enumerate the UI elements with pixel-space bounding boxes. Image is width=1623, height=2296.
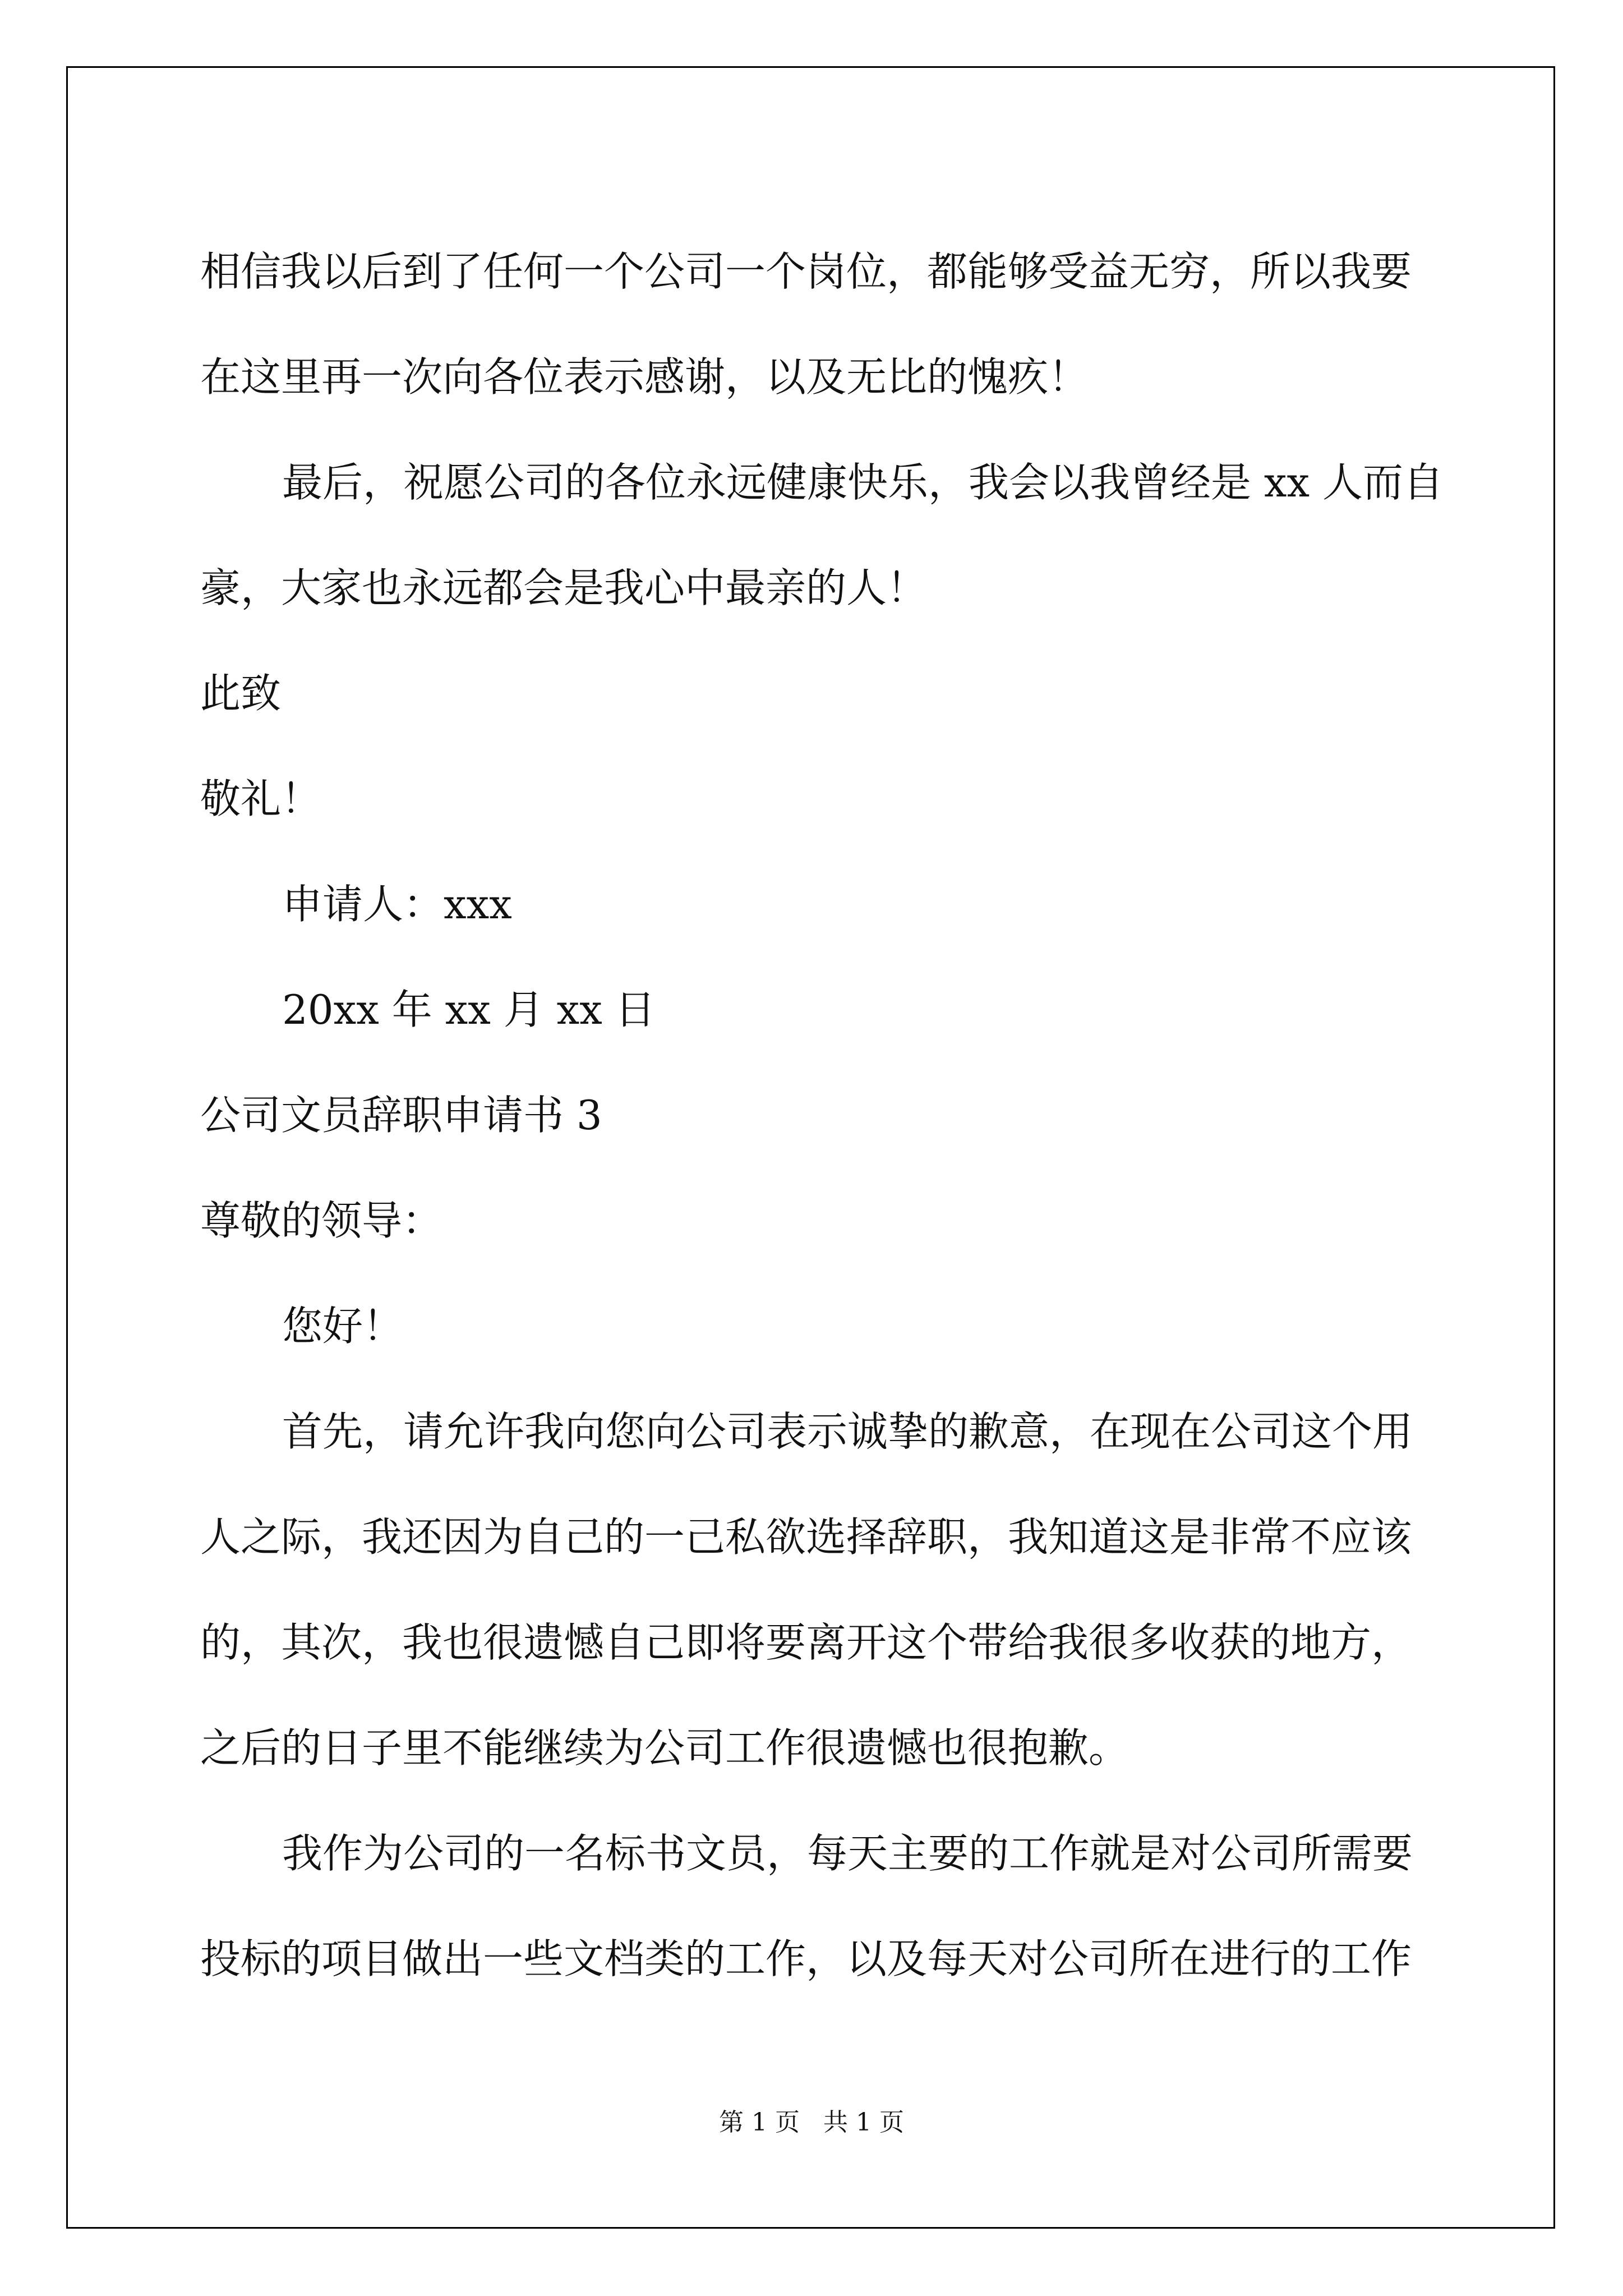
salutation-line: 敬礼！ xyxy=(200,775,322,822)
applicant-line: 申请人：xxx xyxy=(282,881,512,928)
paragraph-line: 相信我以后到了任何一个公司一个岗位，都能够受益无穷，所以我要 xyxy=(200,248,1412,295)
paragraph-line: 最后，祝愿公司的各位永远健康快乐，我会以我曾经是 xx 人而自 xyxy=(282,459,1444,506)
document-body xyxy=(200,219,1444,2012)
paragraph-line: 豪，大家也永远都会是我心中最亲的人！ xyxy=(200,564,928,611)
greeting-line: 您好！ xyxy=(282,1303,404,1350)
paragraph-line: 之后的日子里不能继续为公司工作很遗憾也很抱歉。 xyxy=(200,1724,1129,1772)
paragraph-line: 人之际，我还因为自己的一己私欲选择辞职，我知道这是非常不应该 xyxy=(200,1513,1412,1561)
closing-line: 此致 xyxy=(200,670,282,717)
greeting-line: 尊敬的领导： xyxy=(200,1197,443,1244)
date-line: 20xx 年 xx 月 xx 日 xyxy=(282,986,656,1033)
paragraph-line: 的，其次，我也很遗憾自己即将要离开这个带给我很多收获的地方， xyxy=(200,1619,1412,1666)
section-title: 公司文员辞职申请书 3 xyxy=(200,1092,602,1139)
paragraph-line: 在这里再一次向各位表示感谢，以及无比的愧疚！ xyxy=(200,353,1089,401)
page-number-footer: 第 1 页 共 1 页 xyxy=(719,2108,904,2137)
paragraph-line: 首先，请允许我向您向公司表示诚挚的歉意，在现在公司这个用 xyxy=(282,1408,1413,1455)
paragraph-line: 投标的项目做出一些文档类的工作，以及每天对公司所在进行的工作 xyxy=(200,1935,1412,1982)
paragraph-line: 我作为公司的一名标书文员，每天主要的工作就是对公司所需要 xyxy=(282,1830,1413,1877)
